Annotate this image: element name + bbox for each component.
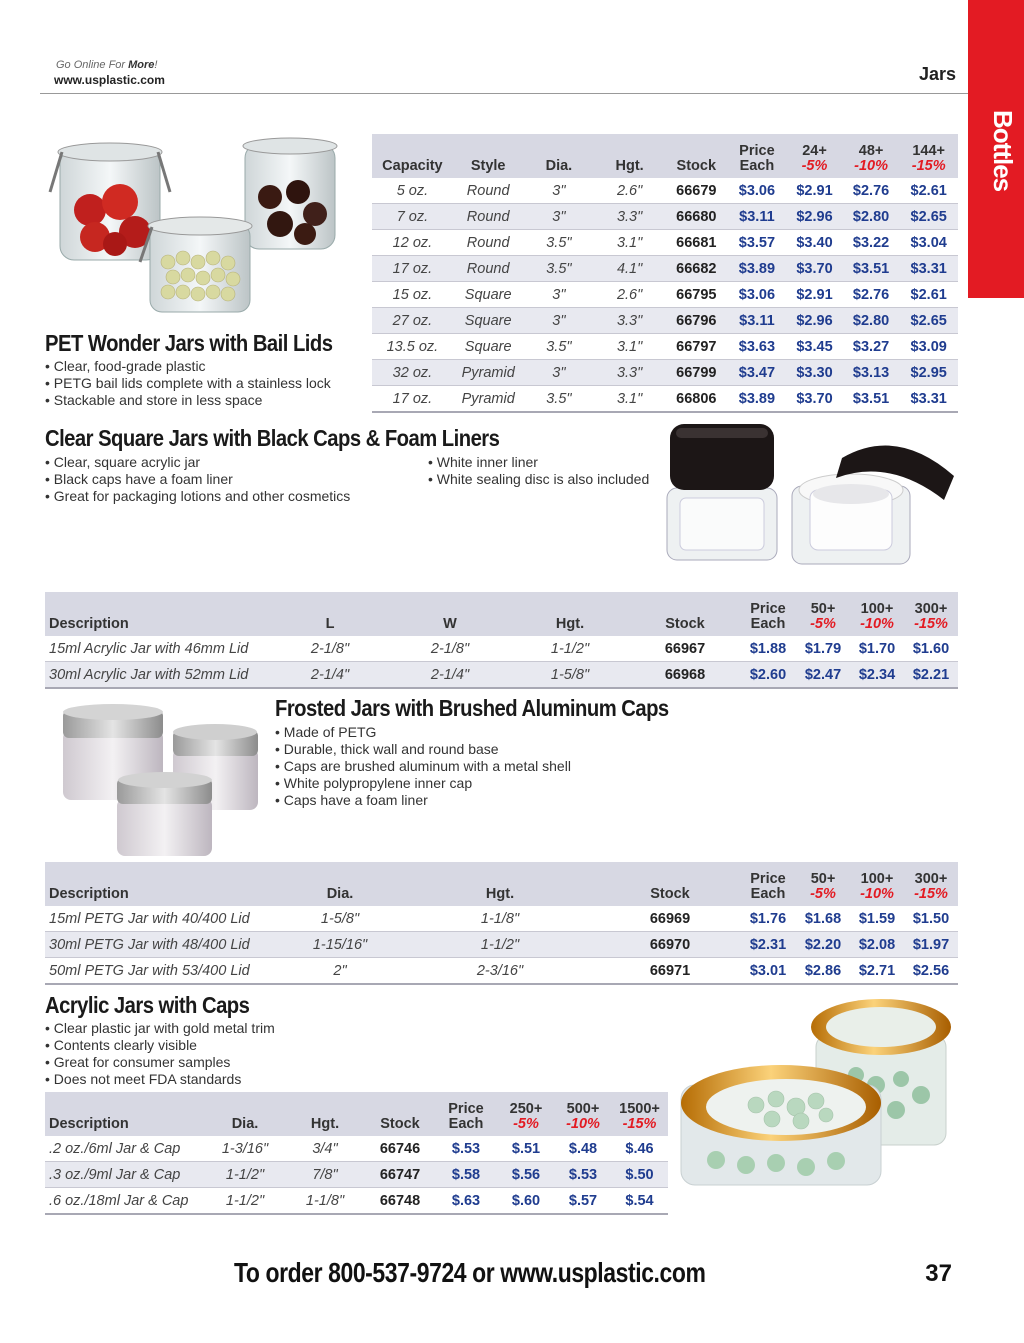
col-description: Description bbox=[45, 592, 270, 636]
table-cell: 2-1/4" bbox=[270, 662, 390, 689]
price-cell: $2.76 bbox=[843, 178, 900, 204]
table-cell: 32 oz. bbox=[372, 360, 453, 386]
stock-number: 66682 bbox=[665, 256, 728, 282]
table-row bbox=[45, 958, 958, 985]
price-cell: $2.91 bbox=[786, 178, 843, 204]
price-cell: $1.97 bbox=[904, 932, 958, 958]
price-cell: $3.11 bbox=[728, 204, 787, 230]
col-dia: Dia. bbox=[524, 134, 595, 178]
price-cell: $.60 bbox=[497, 1188, 555, 1215]
bullet: • Clear, square acrylic jar bbox=[45, 454, 425, 471]
square-jars-bullets-right bbox=[428, 454, 668, 488]
table-header-row bbox=[45, 862, 958, 906]
table-cell: 1-5/8" bbox=[280, 906, 400, 932]
price-cell: $.54 bbox=[611, 1188, 668, 1215]
page-number: 37 bbox=[925, 1260, 952, 1287]
bullet: • PETG bail lids complete with a stainless lock bbox=[45, 375, 375, 392]
price-cell: $1.59 bbox=[850, 906, 904, 932]
col-description: Description bbox=[45, 862, 280, 906]
col-tier-1: 24+ -5% bbox=[786, 134, 843, 178]
table-cell: 30ml PETG Jar with 48/400 Lid bbox=[45, 932, 280, 958]
table-cell: 1-1/2" bbox=[205, 1162, 285, 1188]
acrylic-jars-image bbox=[676, 995, 966, 1210]
price-cell: $3.09 bbox=[899, 334, 958, 360]
bullet: • Durable, thick wall and round base bbox=[275, 741, 675, 758]
price-cell: $1.60 bbox=[904, 636, 958, 662]
price-cell: $3.06 bbox=[728, 178, 787, 204]
table-row bbox=[45, 662, 958, 689]
pet-jars-rows bbox=[372, 178, 958, 412]
section-title: Jars bbox=[918, 64, 956, 84]
price-cell: $1.70 bbox=[850, 636, 904, 662]
square-jars-table bbox=[45, 592, 958, 689]
price-cell: $.53 bbox=[555, 1162, 611, 1188]
col-dia: Dia. bbox=[205, 1092, 285, 1136]
col-capacity: Capacity bbox=[372, 134, 453, 178]
table-cell: 3.5" bbox=[524, 334, 595, 360]
bullet: • Clear plastic jar with gold metal trim bbox=[45, 1020, 425, 1037]
price-cell: $2.61 bbox=[899, 178, 958, 204]
price-cell: $2.60 bbox=[740, 662, 796, 689]
table-cell: 3.1" bbox=[594, 334, 665, 360]
table-cell: 3.1" bbox=[594, 386, 665, 413]
acrylic-jars-title: Acrylic Jars with Caps bbox=[45, 992, 250, 1018]
price-cell: $3.06 bbox=[728, 282, 787, 308]
col-tier-1: 50+ -5% bbox=[796, 592, 850, 636]
table-cell: 1-1/8" bbox=[400, 906, 600, 932]
table-cell: 4.1" bbox=[594, 256, 665, 282]
table-cell: 17 oz. bbox=[372, 386, 453, 413]
price-cell: $3.04 bbox=[899, 230, 958, 256]
table-row bbox=[372, 308, 958, 334]
price-cell: $3.70 bbox=[786, 386, 843, 413]
table-cell: 5 oz. bbox=[372, 178, 453, 204]
price-cell: $2.56 bbox=[904, 958, 958, 985]
col-hgt: Hgt. bbox=[285, 1092, 365, 1136]
price-cell: $3.89 bbox=[728, 256, 787, 282]
col-l: L bbox=[270, 592, 390, 636]
square-jars-title: Clear Square Jars with Black Caps & Foam Liners bbox=[45, 425, 500, 451]
table-row bbox=[45, 932, 958, 958]
bullet: • Caps have a foam liner bbox=[275, 792, 675, 809]
acrylic-jars-table bbox=[45, 1092, 668, 1215]
pet-jars-title: PET Wonder Jars with Bail Lids bbox=[45, 330, 333, 356]
table-cell: 3/4" bbox=[285, 1136, 365, 1162]
bullet: • Does not meet FDA standards bbox=[45, 1071, 425, 1088]
price-cell: $2.80 bbox=[843, 308, 900, 334]
col-price-each: Price Each bbox=[740, 592, 796, 636]
price-cell: $2.96 bbox=[786, 308, 843, 334]
frosted-jars-bullets bbox=[275, 724, 675, 809]
col-stock: Stock bbox=[365, 1092, 435, 1136]
table-cell: 13.5 oz. bbox=[372, 334, 453, 360]
table-row bbox=[372, 282, 958, 308]
price-cell: $1.76 bbox=[740, 906, 796, 932]
table-cell: 2.6" bbox=[594, 282, 665, 308]
table-cell: Square bbox=[453, 334, 524, 360]
table-header-row bbox=[45, 1092, 668, 1136]
stock-number: 66806 bbox=[665, 386, 728, 413]
table-row bbox=[372, 178, 958, 204]
table-row bbox=[45, 906, 958, 932]
table-cell: 1-15/16" bbox=[280, 932, 400, 958]
col-tier-2: 48+ -10% bbox=[843, 134, 900, 178]
pet-jars-bullets bbox=[45, 358, 375, 409]
price-cell: $3.45 bbox=[786, 334, 843, 360]
stock-number: 66795 bbox=[665, 282, 728, 308]
table-row bbox=[45, 1136, 668, 1162]
table-row bbox=[372, 256, 958, 282]
price-cell: $2.61 bbox=[899, 282, 958, 308]
price-cell: $2.65 bbox=[899, 308, 958, 334]
table-row bbox=[372, 360, 958, 386]
table-cell: Square bbox=[453, 308, 524, 334]
table-cell: 3.3" bbox=[594, 308, 665, 334]
stock-number: 66968 bbox=[630, 662, 740, 689]
price-cell: $2.95 bbox=[899, 360, 958, 386]
table-cell: 3" bbox=[524, 204, 595, 230]
col-price-each: Price Each bbox=[435, 1092, 497, 1136]
table-cell: .3 oz./9ml Jar & Cap bbox=[45, 1162, 205, 1188]
bullet: • Black caps have a foam liner bbox=[45, 471, 425, 488]
price-cell: $.63 bbox=[435, 1188, 497, 1215]
price-cell: $.48 bbox=[555, 1136, 611, 1162]
price-cell: $3.01 bbox=[740, 958, 796, 985]
table-row bbox=[45, 1162, 668, 1188]
col-description: Description bbox=[45, 1092, 205, 1136]
table-cell: 1-1/2" bbox=[400, 932, 600, 958]
table-cell: 3.5" bbox=[524, 256, 595, 282]
price-cell: $3.63 bbox=[728, 334, 787, 360]
price-cell: $3.31 bbox=[899, 256, 958, 282]
table-cell: 3" bbox=[524, 308, 595, 334]
table-cell: 7 oz. bbox=[372, 204, 453, 230]
table-cell: Round bbox=[453, 230, 524, 256]
price-cell: $3.22 bbox=[843, 230, 900, 256]
stock-number: 66748 bbox=[365, 1188, 435, 1215]
table-cell: 3.3" bbox=[594, 360, 665, 386]
price-cell: $3.47 bbox=[728, 360, 787, 386]
table-cell: 3.5" bbox=[524, 230, 595, 256]
stock-number: 66797 bbox=[665, 334, 728, 360]
table-cell: .2 oz./6ml Jar & Cap bbox=[45, 1136, 205, 1162]
col-tier-1: 250+ -5% bbox=[497, 1092, 555, 1136]
price-cell: $.58 bbox=[435, 1162, 497, 1188]
price-cell: $1.50 bbox=[904, 906, 958, 932]
table-cell: 3.3" bbox=[594, 204, 665, 230]
col-stock: Stock bbox=[665, 134, 728, 178]
bullet: • Great for packaging lotions and other cosmetics bbox=[45, 488, 425, 505]
pet-jars-table bbox=[372, 134, 958, 413]
table-cell: 3" bbox=[524, 282, 595, 308]
price-cell: $2.31 bbox=[740, 932, 796, 958]
price-cell: $3.51 bbox=[843, 256, 900, 282]
table-row bbox=[372, 386, 958, 413]
price-cell: $.50 bbox=[611, 1162, 668, 1188]
stock-number: 66969 bbox=[600, 906, 740, 932]
col-tier-3: 300+ -15% bbox=[904, 862, 958, 906]
frosted-jars-rows bbox=[45, 906, 958, 984]
table-cell: 2-1/8" bbox=[270, 636, 390, 662]
stock-number: 66746 bbox=[365, 1136, 435, 1162]
table-row bbox=[372, 334, 958, 360]
price-cell: $2.20 bbox=[796, 932, 850, 958]
side-tab-label: Bottles bbox=[988, 110, 1018, 192]
col-hgt: Hgt. bbox=[400, 862, 600, 906]
pet-jars-image bbox=[40, 132, 340, 317]
stock-number: 66681 bbox=[665, 230, 728, 256]
col-style: Style bbox=[453, 134, 524, 178]
price-cell: $3.13 bbox=[843, 360, 900, 386]
table-cell: 1-1/2" bbox=[205, 1188, 285, 1215]
table-cell: 1-1/2" bbox=[510, 636, 630, 662]
bullet: • Caps are brushed aluminum with a metal shell bbox=[275, 758, 675, 775]
price-cell: $2.21 bbox=[904, 662, 958, 689]
table-cell: 2-1/4" bbox=[390, 662, 510, 689]
col-tier-2: 500+ -10% bbox=[555, 1092, 611, 1136]
website-link[interactable]: www.usplastic.com bbox=[54, 73, 165, 87]
price-cell: $2.08 bbox=[850, 932, 904, 958]
table-cell: 3.5" bbox=[524, 386, 595, 413]
col-price-each: Price Each bbox=[740, 862, 796, 906]
stock-number: 66679 bbox=[665, 178, 728, 204]
price-cell: $2.65 bbox=[899, 204, 958, 230]
table-cell: Pyramid bbox=[453, 360, 524, 386]
price-cell: $2.80 bbox=[843, 204, 900, 230]
price-cell: $1.79 bbox=[796, 636, 850, 662]
price-cell: $3.89 bbox=[728, 386, 787, 413]
bullet: • Clear, food-grade plastic bbox=[45, 358, 375, 375]
price-cell: $1.88 bbox=[740, 636, 796, 662]
table-header-row bbox=[45, 592, 958, 636]
table-cell: 3.1" bbox=[594, 230, 665, 256]
table-cell: Square bbox=[453, 282, 524, 308]
table-cell: 1-1/8" bbox=[285, 1188, 365, 1215]
price-cell: $2.91 bbox=[786, 282, 843, 308]
square-jars-rows bbox=[45, 636, 958, 688]
table-row bbox=[372, 230, 958, 256]
price-cell: $3.70 bbox=[786, 256, 843, 282]
table-cell: 2-3/16" bbox=[400, 958, 600, 985]
table-cell: Round bbox=[453, 178, 524, 204]
col-tier-2: 100+ -10% bbox=[850, 592, 904, 636]
stock-number: 66970 bbox=[600, 932, 740, 958]
acrylic-jars-bullets bbox=[45, 1020, 425, 1088]
table-cell: 2.6" bbox=[594, 178, 665, 204]
price-cell: $3.40 bbox=[786, 230, 843, 256]
acrylic-jars-rows bbox=[45, 1136, 668, 1214]
table-cell: 7/8" bbox=[285, 1162, 365, 1188]
table-cell: 17 oz. bbox=[372, 256, 453, 282]
table-row bbox=[372, 204, 958, 230]
bullet: • White inner liner bbox=[428, 454, 668, 471]
square-jars-bullets-left bbox=[45, 454, 425, 505]
col-tier-2: 100+ -10% bbox=[850, 862, 904, 906]
price-cell: $.57 bbox=[555, 1188, 611, 1215]
price-cell: $3.27 bbox=[843, 334, 900, 360]
table-cell: 12 oz. bbox=[372, 230, 453, 256]
price-cell: $.53 bbox=[435, 1136, 497, 1162]
price-cell: $2.96 bbox=[786, 204, 843, 230]
col-hgt: Hgt. bbox=[510, 592, 630, 636]
col-tier-1: 50+ -5% bbox=[796, 862, 850, 906]
table-cell: 50ml PETG Jar with 53/400 Lid bbox=[45, 958, 280, 985]
col-tier-3: 144+ -15% bbox=[899, 134, 958, 178]
table-cell: 3" bbox=[524, 178, 595, 204]
table-cell: 15ml PETG Jar with 40/400 Lid bbox=[45, 906, 280, 932]
bullet: • Great for consumer samples bbox=[45, 1054, 425, 1071]
table-cell: 15 oz. bbox=[372, 282, 453, 308]
stock-number: 66799 bbox=[665, 360, 728, 386]
col-dia: Dia. bbox=[280, 862, 400, 906]
price-cell: $3.30 bbox=[786, 360, 843, 386]
price-cell: $2.86 bbox=[796, 958, 850, 985]
stock-number: 66971 bbox=[600, 958, 740, 985]
bullet: • White sealing disc is also included bbox=[428, 471, 668, 488]
table-cell: .6 oz./18ml Jar & Cap bbox=[45, 1188, 205, 1215]
table-cell: Pyramid bbox=[453, 386, 524, 413]
bullet: • Stackable and store in less space bbox=[45, 392, 375, 409]
col-hgt: Hgt. bbox=[594, 134, 665, 178]
bullet: • Contents clearly visible bbox=[45, 1037, 425, 1054]
stock-number: 66680 bbox=[665, 204, 728, 230]
square-jars-image bbox=[662, 418, 962, 573]
price-cell: $.56 bbox=[497, 1162, 555, 1188]
col-stock: Stock bbox=[630, 592, 740, 636]
go-online-tagline: Go Online For More! bbox=[56, 59, 158, 71]
table-cell: 27 oz. bbox=[372, 308, 453, 334]
table-row bbox=[45, 1188, 668, 1215]
price-cell: $2.71 bbox=[850, 958, 904, 985]
table-header-row bbox=[372, 134, 958, 178]
col-stock: Stock bbox=[600, 862, 740, 906]
side-tab bbox=[968, 0, 1024, 298]
table-cell: 3" bbox=[524, 360, 595, 386]
table-cell: 15ml Acrylic Jar with 46mm Lid bbox=[45, 636, 270, 662]
order-line: To order 800-537-9724 or www.usplastic.com bbox=[234, 1257, 706, 1288]
price-cell: $2.47 bbox=[796, 662, 850, 689]
table-cell: 2-1/8" bbox=[390, 636, 510, 662]
frosted-jars-image bbox=[55, 700, 270, 860]
price-cell: $3.51 bbox=[843, 386, 900, 413]
col-tier-3: 1500+ -15% bbox=[611, 1092, 668, 1136]
col-price-each: Price Each bbox=[728, 134, 787, 178]
table-cell: 1-5/8" bbox=[510, 662, 630, 689]
price-cell: $.51 bbox=[497, 1136, 555, 1162]
table-cell: 1-3/16" bbox=[205, 1136, 285, 1162]
bullet: • White polypropylene inner cap bbox=[275, 775, 675, 792]
price-cell: $3.11 bbox=[728, 308, 787, 334]
table-cell: Round bbox=[453, 256, 524, 282]
frosted-jars-table bbox=[45, 862, 958, 985]
table-row bbox=[45, 636, 958, 662]
stock-number: 66967 bbox=[630, 636, 740, 662]
frosted-jars-title: Frosted Jars with Brushed Aluminum Caps bbox=[275, 695, 669, 721]
bullet: • Made of PETG bbox=[275, 724, 675, 741]
price-cell: $2.34 bbox=[850, 662, 904, 689]
col-tier-3: 300+ -15% bbox=[904, 592, 958, 636]
table-cell: 30ml Acrylic Jar with 52mm Lid bbox=[45, 662, 270, 689]
price-cell: $1.68 bbox=[796, 906, 850, 932]
table-cell: Round bbox=[453, 204, 524, 230]
stock-number: 66796 bbox=[665, 308, 728, 334]
header-divider bbox=[40, 93, 968, 94]
col-w: W bbox=[390, 592, 510, 636]
price-cell: $2.76 bbox=[843, 282, 900, 308]
price-cell: $3.31 bbox=[899, 386, 958, 413]
price-cell: $3.57 bbox=[728, 230, 787, 256]
stock-number: 66747 bbox=[365, 1162, 435, 1188]
price-cell: $.46 bbox=[611, 1136, 668, 1162]
table-cell: 2" bbox=[280, 958, 400, 985]
